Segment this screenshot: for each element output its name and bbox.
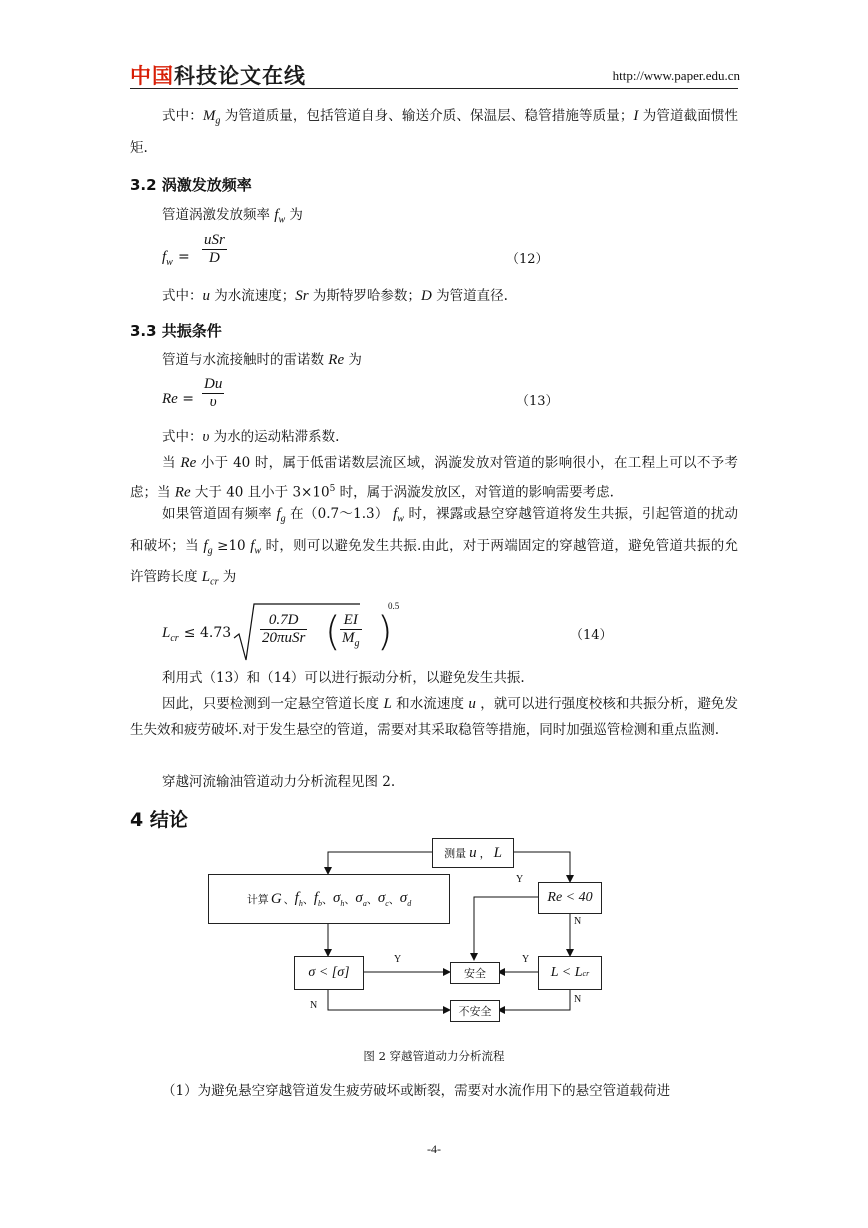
equation-number-12: （12） [506,252,549,267]
section-heading-4: 4 结论 [130,809,188,831]
paragraph-reynolds-regimes: 当 Re 小于 40 时，属于低雷诺数层流区域，涡漩发放对管道的影响很小，在工程上可以不予考虑；当 Re 大于 40 且小于 $3\times 10^5$ 时，属于涡漩发放区，对管道的影响需要考虑. [130,455,738,501]
paragraph-conclusion-1: （1）为避免悬空穿越管道发生疲劳破坏或断裂，需要对水流作用下的悬空管道载荷进 [162,1083,671,1099]
paragraph-figure-ref: 穿越河流输油管道动力分析流程见图 2. [162,774,396,790]
paragraph-mass-definition: 式中：$M_g$ 为管道质量，包括管道自身、输送介质、保温层、稳管措施等质量；I 为管道截面惯性矩. [130,108,739,156]
label-yes-length: Y [522,954,530,965]
page-number: -4- [427,1142,441,1156]
label-no-re: N [574,916,582,927]
flow-re-check: Re < 40 [538,882,602,914]
equation-13: Re = $\frac{Du}{\upsilon}$ （13） [162,376,559,410]
flow-length-check: L < L cr [538,956,602,990]
figure-caption: 图 2 穿越管道动力分析流程 [363,1049,505,1063]
paragraph-resonance: 如果管道固有频率 $f_g$ 在（0.7～1.3） $f_w$ 时，裸露或悬空穿越管道将发生共振，引起管道的扰动和破坏；当 $f_g \ge 10$ $f_w$ 时，则可以避免发生共振.由此，对于两端固定的穿越管道，避免管道共振的允许管跨长度 $L_{cr}$ 为 [130,506,738,589]
section-heading-3-3: 3.3 共振条件 [130,322,222,340]
header-url[interactable]: http://www.paper.edu.cn [612,68,740,83]
paragraph-reynolds: 管道与水流接触时的雷诺数 Re 为 [162,352,362,368]
equation-12: $f_w$ = uSr D （12） [162,232,549,269]
flow-unsafe-box: 不安全 [450,1000,500,1022]
flow-sigma-check: σ < [σ] [294,956,364,990]
flow-safe-box: 安全 [450,962,500,984]
paragraph-analysis: 利用式（13）和（14）可以进行振动分析，以避免发生共振. [162,670,525,686]
section-heading-3-2: 3.2 涡激发放频率 [130,176,252,194]
header-rule [130,88,738,89]
flow-measure-box: 测量 u ， L [432,838,514,868]
label-yes-sigma: Y [394,954,402,965]
label-yes-re: Y [516,874,524,885]
equation-number-13: （13） [516,394,559,409]
equation-number-14: （14） [570,628,613,643]
label-no-sigma: N [310,1000,318,1011]
label-no-length: N [574,994,582,1005]
paragraph-symbols-12: 式中：u 为水流速度；Sr 为斯特罗哈参数；D 为管道直径. [162,288,508,304]
paragraph-viscosity: 式中：υ 为水的运动粘滞系数. [162,429,340,445]
flow-compute-box: 计算 G 、 $f_h$ 、 $f_b$ 、 $\sigma_h$ 、 $\sigma_a$ 、 $\sigma_c$ 、 $\sigma_d$ [208,874,450,924]
equation-14: $L_{cr} \le 4.73$ 0.7D 20πuSr ( $\frac{EI}{M_g}$ ) 0.5 （14） [162,598,738,664]
paragraph-vortex-frequency: 管道涡激发放频率 $f_w$ 为 [162,207,303,226]
journal-logo: 中国科技论文在线 [130,64,306,88]
paragraph-conclusion-steps: 因此，只要检测到一定悬空管道长度 L 和水流速度 u ，就可以进行强度校核和共振分析，避免发生失效和疲劳破坏.对于发生悬空的管道，需要对其采取稳管等措施，同时加强巡管检测和重点监测. [130,696,738,738]
